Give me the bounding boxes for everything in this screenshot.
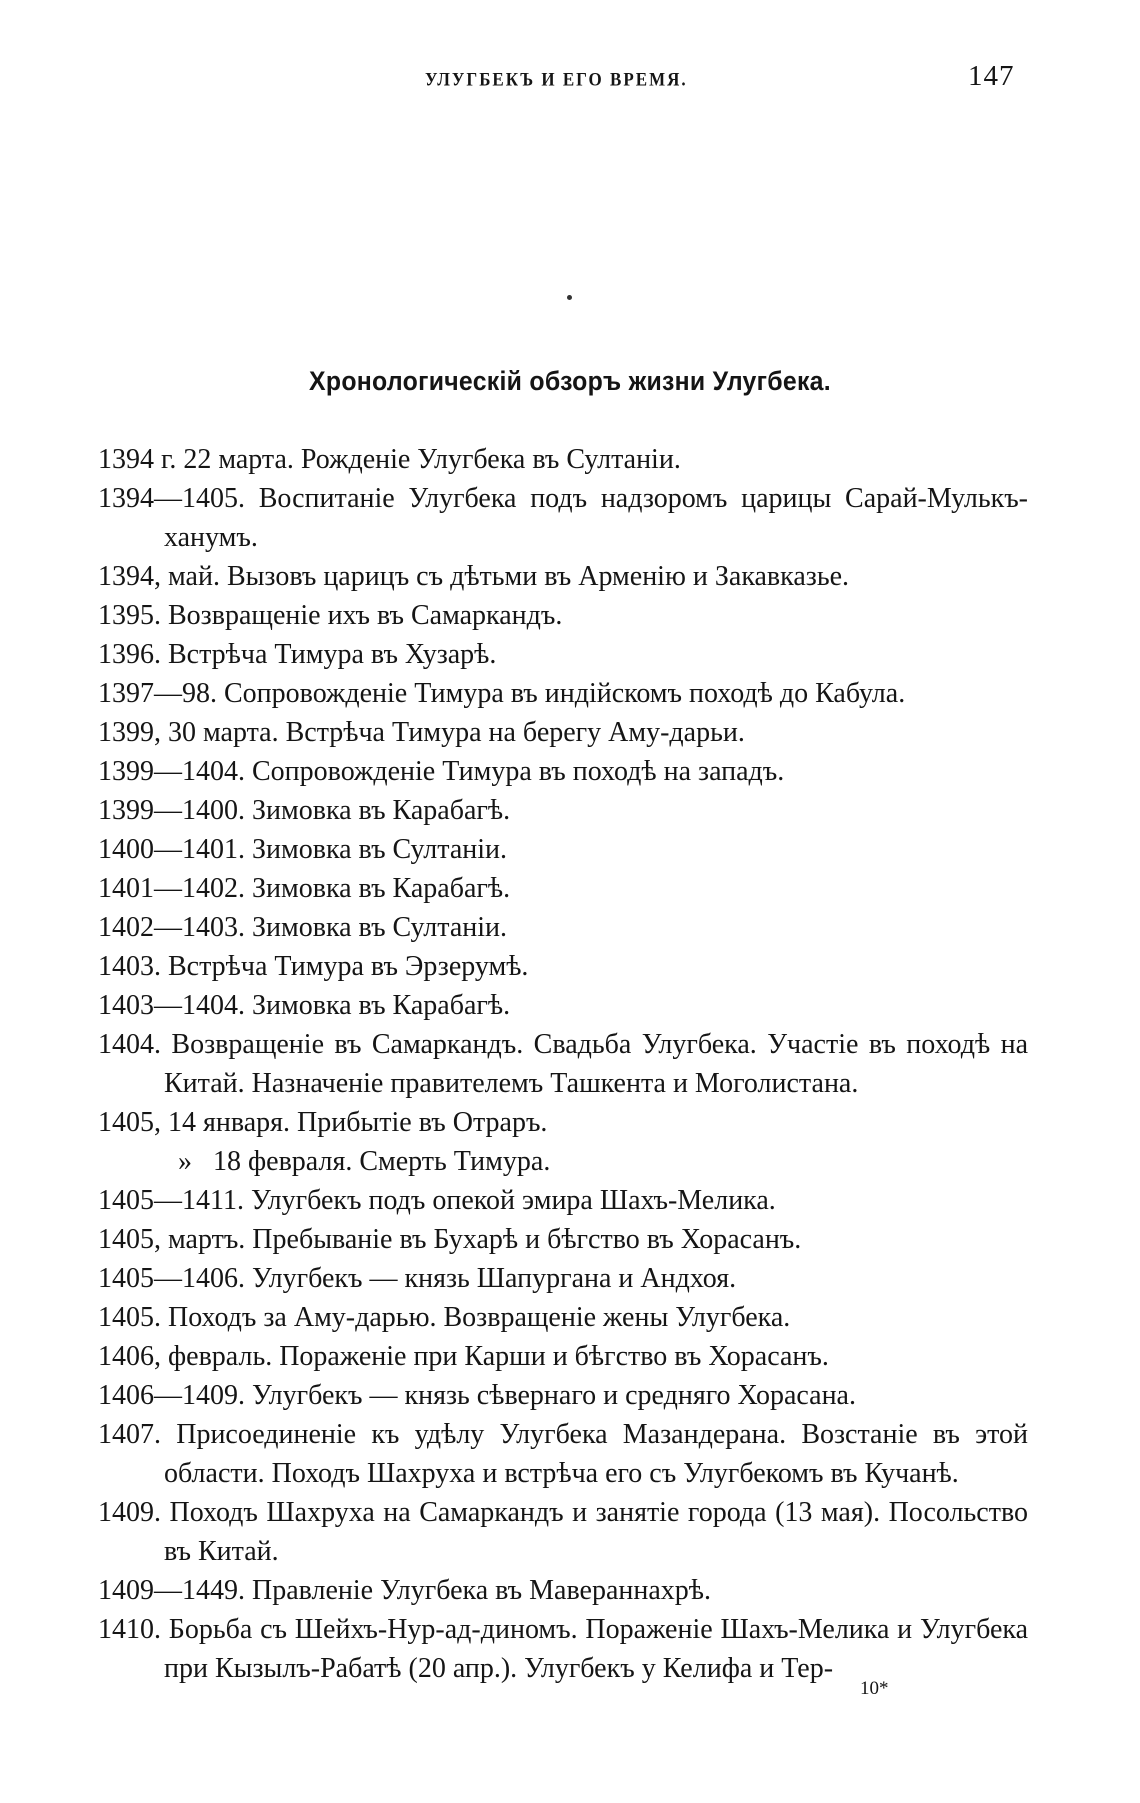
chronology-entry: 1405—1406. Улугбекъ — князь Шапургана и Андхоя.: [98, 1263, 737, 1294]
chronology-entry: 1406—1409. Улугбекъ — князь сѣвернаго и средняго Хорасана.: [98, 1380, 856, 1411]
chronology-entry: 1409—1449. Правленіе Улугбека въ Мавераннахрѣ.: [98, 1575, 711, 1606]
chronology-entry: 1394, май. Вызовъ царицъ съ дѣтьми въ Арменію и Закавказье.: [98, 561, 850, 592]
chronology-entry: 1399—1404. Сопровожденіе Тимура въ походѣ на западъ.: [98, 756, 785, 787]
ink-speck: [567, 295, 572, 300]
chronology-entry: 1409. Походъ Шахруха на Самаркандъ и занятіе города (13 мая). Посольство въ Китай.: [98, 1497, 1028, 1567]
section-title: Хронологическій обзоръ жизни Улугбека.: [309, 366, 831, 396]
chronology-entry: 1405, 14 января. Прибытіе въ Отраръ.: [98, 1107, 548, 1138]
chronology-entry: 1403. Встрѣча Тимура въ Эрзерумѣ.: [98, 951, 529, 982]
chronology-entry: 1405. Походъ за Аму-дарью. Возвращеніе жены Улугбека.: [98, 1302, 791, 1333]
chronology-entry: 1396. Встрѣча Тимура въ Хузарѣ.: [98, 639, 497, 670]
chronology-entry: » 18 февраля. Смерть Тимура.: [178, 1146, 551, 1177]
chronology-entry: 1397—98. Сопровожденіе Тимура въ индійскомъ походѣ до Кабула.: [98, 678, 906, 709]
page-number: 147: [968, 60, 1015, 92]
chronology-entry: 1402—1403. Зимовка въ Султаніи.: [98, 912, 508, 943]
chronology-entry: 1399, 30 марта. Встрѣча Тимура на берегу Аму-дарьи.: [98, 717, 745, 748]
chronology-entry: 1394 г. 22 марта. Рожденіе Улугбека въ Султаніи.: [98, 444, 681, 475]
chronology-entry: 1399—1400. Зимовка въ Карабагѣ.: [98, 795, 511, 826]
chronology-list: [98, 440, 1028, 1688]
chronology-entry: 1407. Присоединеніе къ удѣлу Улугбека Мазандерана. Возстаніе въ этой области. Походъ Шахруха и встрѣча его съ Улугбекомъ въ Кучанѣ.: [98, 1419, 1028, 1489]
chronology-entry: 1403—1404. Зимовка въ Карабагѣ.: [98, 990, 511, 1021]
chronology-entry: 1400—1401. Зимовка въ Султаніи.: [98, 834, 508, 865]
chronology-entry: 1406, февраль. Пораженіе при Карши и бѣгство въ Хорасанъ.: [98, 1341, 829, 1372]
running-title: УЛУГБЕКЪ И ЕГО ВРЕМЯ.: [425, 69, 688, 90]
chronology-entry: 1401—1402. Зимовка въ Карабагѣ.: [98, 873, 511, 904]
chronology-entry: 1405, мартъ. Пребываніе въ Бухарѣ и бѣгство въ Хорасанъ.: [98, 1224, 802, 1255]
chronology-entry: 1395. Возвращеніе ихъ въ Самаркандъ.: [98, 600, 563, 631]
chronology-entry: 1410. Борьба съ Шейхъ-Нур-ад-диномъ. Пораженіе Шахъ-Мелика и Улугбека при Кызылъ-Рабатѣ (20 апр.). Улугбекъ у Келифа и Тер-: [98, 1614, 1028, 1684]
signature-mark: 10*: [860, 1678, 889, 1699]
chronology-entry: 1405—1411. Улугбекъ подъ опекой эмира Шахъ-Мелика.: [98, 1185, 776, 1216]
chronology-entry: 1404. Возвращеніе въ Самаркандъ. Свадьба Улугбека. Участіе въ походѣ на Китай. Назначеніе правителемъ Ташкента и Моголистана.: [98, 1029, 1028, 1099]
chronology-entry: 1394—1405. Воспитаніе Улугбека подъ надзоромъ царицы Сарай-Мулькъ-ханумъ.: [98, 483, 1028, 553]
